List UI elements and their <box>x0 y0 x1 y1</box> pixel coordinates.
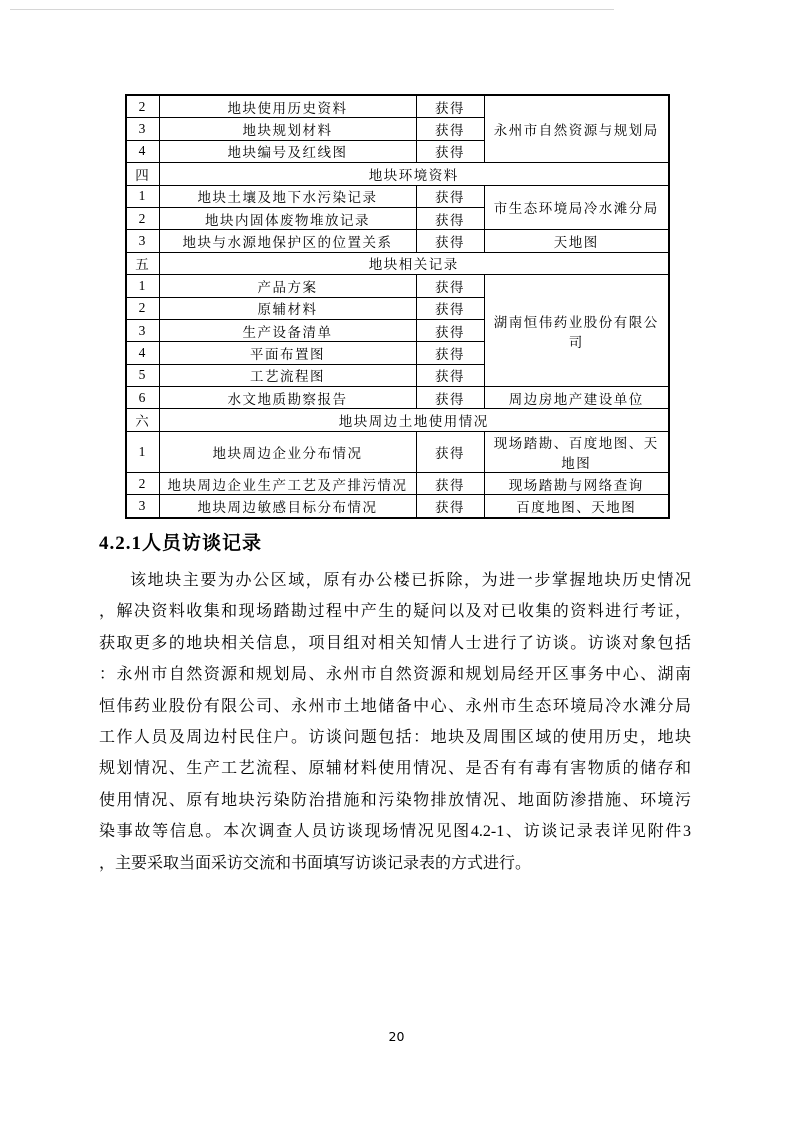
item-cell: 地块与水源地保护区的位置关系 <box>159 230 416 252</box>
data-collection-table <box>125 94 670 519</box>
status-cell: 获得 <box>416 495 484 518</box>
status-cell: 获得 <box>416 185 484 207</box>
row-number-cell: 1 <box>126 431 159 472</box>
row-number-cell: 5 <box>126 364 159 386</box>
table-section-row <box>126 409 669 431</box>
status-cell: 获得 <box>416 207 484 229</box>
item-cell: 水文地质勘察报告 <box>159 387 416 409</box>
status-cell: 获得 <box>416 364 484 386</box>
page-number: 20 <box>388 1029 405 1044</box>
item-cell: 地块周边企业分布情况 <box>159 431 416 472</box>
section-title-cell: 地块相关记录 <box>159 252 669 274</box>
row-number-cell: 3 <box>126 495 159 518</box>
row-number-cell: 2 <box>126 297 159 319</box>
row-number-cell: 1 <box>126 275 159 297</box>
source-cell: 永州市自然资源与规划局 <box>484 95 669 163</box>
table-row <box>126 185 669 207</box>
item-cell: 地块周边敏感目标分布情况 <box>159 495 416 518</box>
row-number-cell: 四 <box>126 163 159 185</box>
paragraph-line: 工作人员及周边村民住户。访谈问题包括：地块及周围区域的使用历史，地块 <box>99 729 691 747</box>
row-number-cell: 3 <box>126 319 159 341</box>
paragraph-line: 染事故等信息。本次调查人员访谈现场情况见图4.2-1、访谈记录表详见附件3 <box>99 823 691 841</box>
source-cell: 湖南恒伟药业股份有限公司 <box>484 275 669 387</box>
table-row <box>126 495 669 518</box>
item-cell: 产品方案 <box>159 275 416 297</box>
source-cell: 周边房地产建设单位 <box>484 387 669 409</box>
row-number-cell: 6 <box>126 387 159 409</box>
item-cell: 地块规划材料 <box>159 118 416 140</box>
status-cell: 获得 <box>416 140 484 162</box>
table-row <box>126 387 669 409</box>
section-title-cell: 地块环境资料 <box>159 163 669 185</box>
status-cell: 获得 <box>416 387 484 409</box>
paragraph-line: ：永州市自然资源和规划局、永州市自然资源和规划局经开区事务中心、湖南 <box>99 666 691 684</box>
page-edge-line <box>10 9 614 10</box>
table-section-row <box>126 163 669 185</box>
item-cell: 地块周边企业生产工艺及产排污情况 <box>159 472 416 494</box>
item-cell: 地块土壤及地下水污染记录 <box>159 185 416 207</box>
item-cell: 生产设备清单 <box>159 319 416 341</box>
item-cell: 地块使用历史资料 <box>159 95 416 118</box>
row-number-cell: 2 <box>126 472 159 494</box>
paragraph-line: 规划情况、生产工艺流程、原辅材料使用情况、是否有有毒有害物质的储存和 <box>99 760 691 778</box>
paragraph-line: ，解决资料收集和现场踏勘过程中产生的疑问以及对已收集的资料进行考证， <box>99 603 691 621</box>
row-number-cell: 2 <box>126 207 159 229</box>
section-title-cell: 地块周边土地使用情况 <box>159 409 669 431</box>
status-cell: 获得 <box>416 275 484 297</box>
table-row <box>126 472 669 494</box>
item-cell: 平面布置图 <box>159 342 416 364</box>
status-cell: 获得 <box>416 342 484 364</box>
paragraph-line: ，主要采取当面采访交流和书面填写访谈记录表的方式进行。 <box>99 854 532 872</box>
item-cell: 原辅材料 <box>159 297 416 319</box>
section-heading: 4.2.1人员访谈记录 <box>99 533 263 554</box>
source-cell: 现场踏勘、百度地图、天地图 <box>484 431 669 472</box>
status-cell: 获得 <box>416 297 484 319</box>
paragraph-line: 恒伟药业股份有限公司、永州市土地储备中心、永州市生态环境局冷水滩分局 <box>99 697 691 715</box>
table-row <box>126 431 669 472</box>
item-cell: 地块内固体废物堆放记录 <box>159 207 416 229</box>
status-cell: 获得 <box>416 319 484 341</box>
paragraph-line: 使用情况、原有地块污染防治措施和污染物排放情况、地面防渗措施、环境污 <box>99 791 691 809</box>
source-cell: 市生态环境局冷水滩分局 <box>484 185 669 230</box>
status-cell: 获得 <box>416 95 484 118</box>
row-number-cell: 六 <box>126 409 159 431</box>
row-number-cell: 3 <box>126 118 159 140</box>
table-row <box>126 95 669 118</box>
row-number-cell: 4 <box>126 140 159 162</box>
row-number-cell: 2 <box>126 95 159 118</box>
item-cell: 工艺流程图 <box>159 364 416 386</box>
paragraph-line: 获取更多的地块相关信息，项目组对相关知情人士进行了访谈。访谈对象包括 <box>99 634 691 652</box>
row-number-cell: 3 <box>126 230 159 252</box>
table-section-row <box>126 252 669 274</box>
source-cell: 百度地图、天地图 <box>484 495 669 518</box>
body-paragraph <box>99 565 691 879</box>
item-cell: 地块编号及红线图 <box>159 140 416 162</box>
row-number-cell: 五 <box>126 252 159 274</box>
source-cell: 天地图 <box>484 230 669 252</box>
table-row <box>126 275 669 297</box>
paragraph-line: 该地块主要为办公区域，原有办公楼已拆除，为进一步掌握地块历史情况 <box>130 572 691 589</box>
table-row <box>126 230 669 252</box>
source-cell: 现场踏勘与网络查询 <box>484 472 669 494</box>
status-cell: 获得 <box>416 431 484 472</box>
row-number-cell: 1 <box>126 185 159 207</box>
row-number-cell: 4 <box>126 342 159 364</box>
status-cell: 获得 <box>416 230 484 252</box>
status-cell: 获得 <box>416 118 484 140</box>
status-cell: 获得 <box>416 472 484 494</box>
